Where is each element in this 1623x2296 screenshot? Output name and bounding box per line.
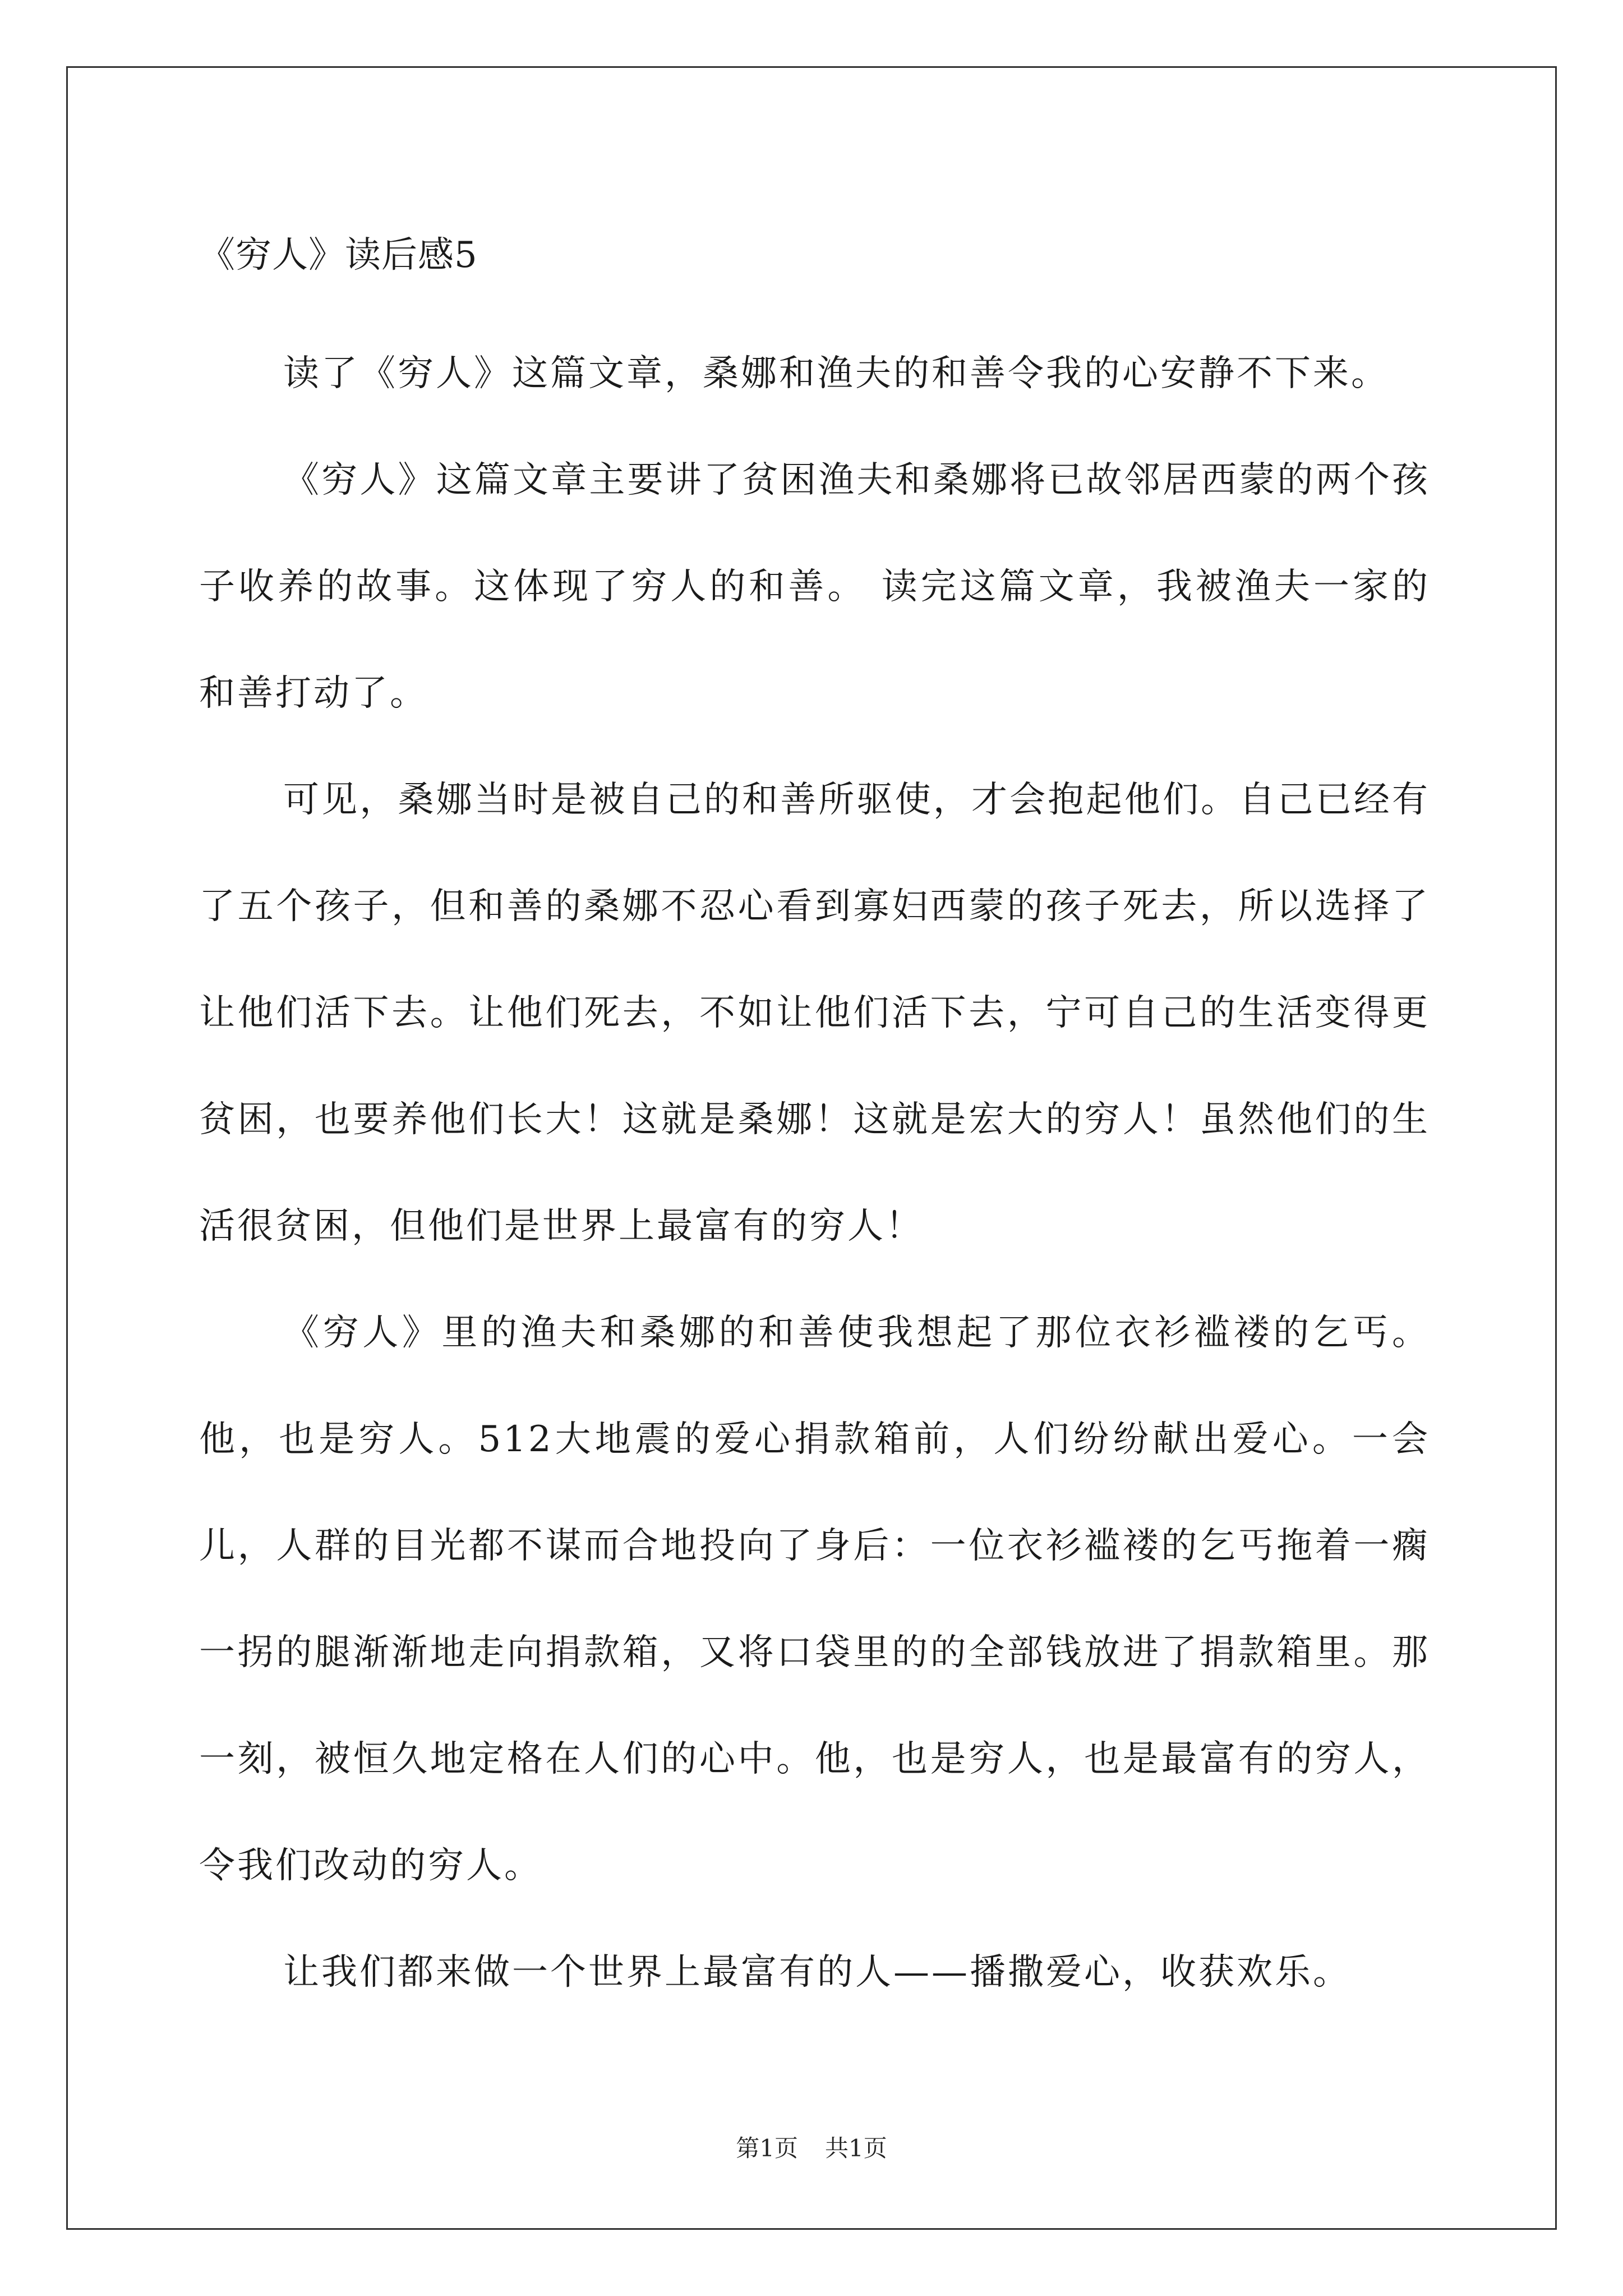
paragraph-4: 《穷人》里的渔夫和桑娜的和善使我想起了那位衣衫褴褛的乞丐。他，也是穷人。512大地震的爱心捐款箱前，人们纷纷献出爱心。一会儿，人群的目光都不谋而合地投向了身后：一位衣衫褴褛的乞丐拖着一瘸一拐的腿渐渐地走向捐款箱，又将口袋里的的全部钱放进了捐款箱里。那一刻，被恒久地定格在人们的心中。他，也是穷人，也是最富有的穷人，令我们改动的穷人。 — [199, 1312, 1430, 1887]
document-title: 《穷人》读后感5 — [199, 234, 478, 276]
paragraph-1: 读了《穷人》这篇文章，桑娜和渔夫的和善令我的心安静不下来。 — [283, 353, 1389, 394]
paragraph-3: 可见，桑娜当时是被自己的和善所驱使，才会抱起他们。自己已经有了五个孩子，但和善的桑娜不忍心看到寡妇西蒙的孩子死去，所以选择了让他们活下去。让他们死去，不如让他们活下去，宁可自己的生活变得更贫困，也要养他们长大！这就是桑娜！这就是宏大的穷人！虽然他们的生活很贫困，但他们是世界上最富有的穷人！ — [199, 779, 1430, 1247]
paragraph-2: 《穷人》这篇文章主要讲了贫困渔夫和桑娜将已故邻居西蒙的两个孩子收养的故事。这体现了穷人的和善。 读完这篇文章，我被渔夫一家的和善打动了。 — [199, 459, 1430, 714]
paragraph-5: 让我们都来做一个世界上最富有的人——播撒爱心，收获欢乐。 — [283, 1952, 1351, 1993]
document-body — [199, 222, 1430, 2026]
page-total: 共1页 — [825, 2134, 887, 2162]
page-footer — [0, 2132, 1623, 2165]
page-number: 第1页 — [736, 2134, 798, 2162]
